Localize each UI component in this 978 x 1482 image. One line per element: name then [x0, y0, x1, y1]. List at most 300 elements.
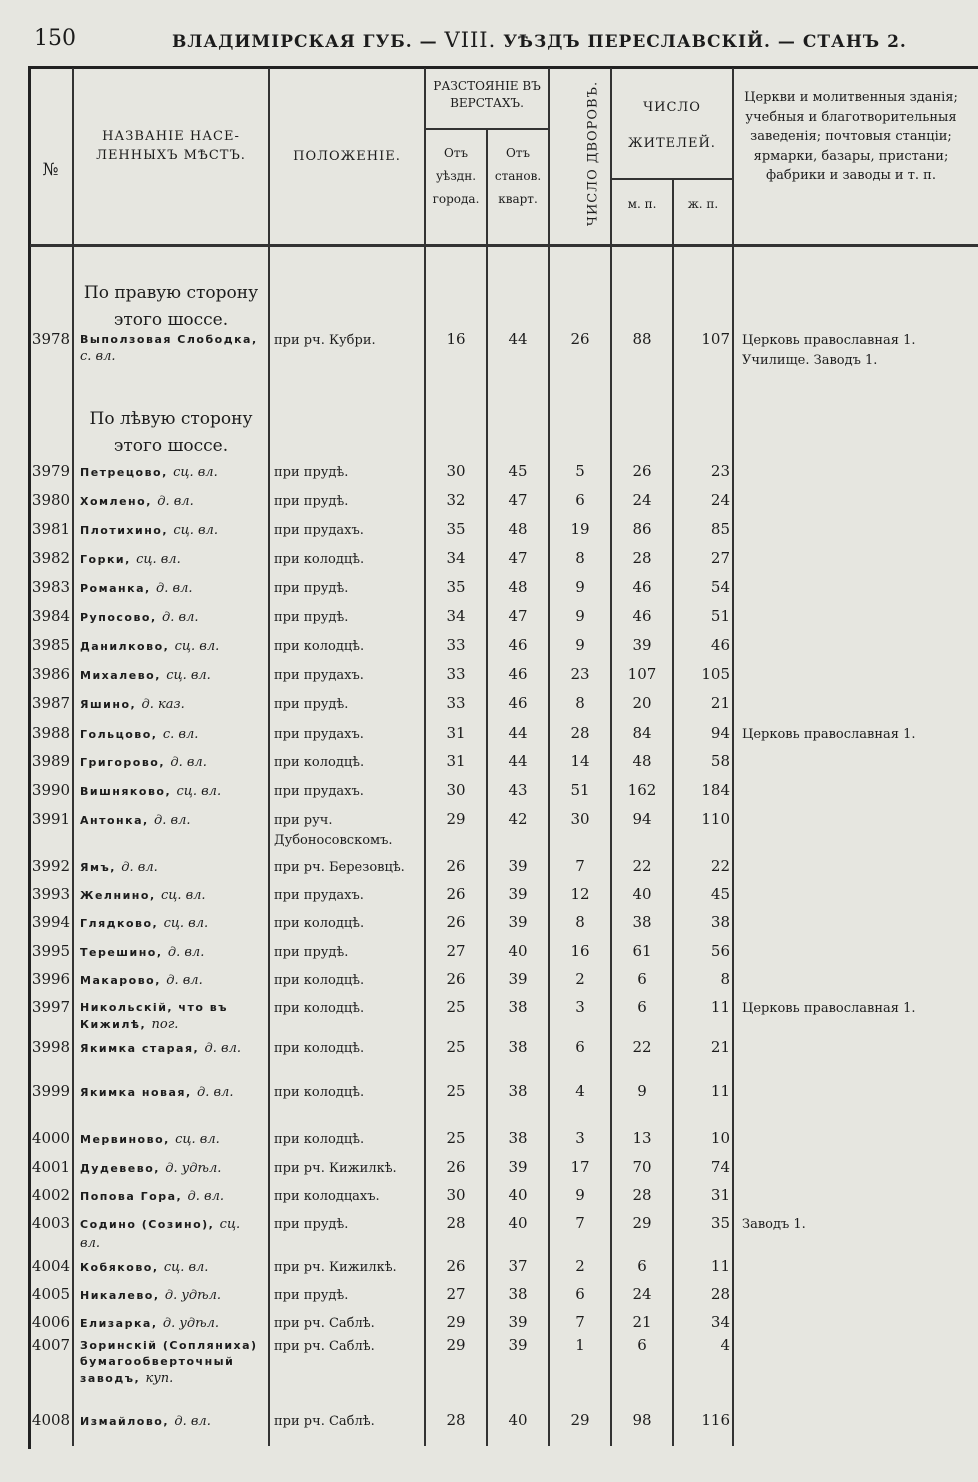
settlement-position: при рч. Кижилкѣ. [274, 1260, 397, 1275]
yards-count: 9 [575, 636, 585, 654]
row-number: 3985 [31, 636, 71, 654]
settlement-type: сц. вл. [173, 465, 218, 480]
row-number: 3992 [31, 857, 71, 875]
female-count: 11 [710, 1082, 730, 1100]
female-count: 4 [720, 1336, 730, 1354]
yards-count: 5 [575, 462, 585, 480]
col-no-header: № [42, 160, 60, 180]
settlement-position: при прудѣ. [274, 697, 349, 712]
distance-town: 29 [446, 810, 466, 828]
settlement-name [80, 1259, 264, 1278]
distance-stan: 37 [508, 1257, 528, 1275]
yards-count: 30 [570, 810, 590, 828]
yards-count: 2 [575, 970, 585, 988]
settlement-type: с. вл. [162, 727, 199, 742]
distance-town: 26 [446, 913, 466, 931]
female-count: 11 [710, 998, 730, 1016]
male-count: 39 [632, 636, 652, 654]
settlement-name-text: Якимка старая, [80, 1042, 205, 1055]
distance-town: 29 [446, 1313, 466, 1331]
yards-count: 9 [575, 578, 585, 596]
distance-town: 33 [446, 665, 466, 683]
col-female-header: ж. п. [687, 197, 719, 211]
distance-town: 31 [446, 724, 466, 742]
row-number: 3983 [31, 578, 71, 596]
settlement-position: при колодцѣ. [274, 1085, 365, 1100]
settlement-name [80, 1160, 264, 1179]
settlement-position: при рч. Саблѣ. [274, 1316, 375, 1331]
distance-town: 31 [446, 752, 466, 770]
male-count: 84 [632, 724, 652, 742]
distance-stan: 39 [508, 970, 528, 988]
settlement-name-text: Хомлено, [80, 495, 158, 508]
settlement-type: д. вл. [174, 1414, 211, 1429]
settlement-name-text: Вишняково, [80, 785, 177, 798]
settlement-position: при прудахъ. [274, 888, 364, 903]
female-count: 110 [701, 810, 730, 828]
settlement-type: д. вл. [204, 1041, 242, 1056]
settlement-name [80, 783, 264, 802]
settlement-name [80, 464, 264, 483]
distance-stan: 39 [508, 1313, 528, 1331]
settlement-name [80, 1413, 264, 1432]
distance-stan: 47 [508, 491, 528, 509]
settlement-name [80, 667, 264, 686]
settlement-name-text: Кобяково, [80, 1261, 164, 1274]
settlement-name [80, 944, 264, 963]
yards-count: 8 [575, 694, 585, 712]
male-count: 98 [632, 1411, 652, 1429]
row-number: 3993 [31, 885, 71, 903]
distance-stan: 40 [508, 1411, 528, 1429]
row-number: 3981 [31, 520, 71, 538]
settlement-name [80, 580, 264, 599]
settlement-name-text: Михалево, [80, 669, 167, 682]
settlement-name [80, 1040, 264, 1059]
settlement-position: при прудахъ. [274, 784, 364, 799]
female-count: 28 [710, 1285, 730, 1303]
settlement-name [80, 915, 264, 934]
col-yards-header: ЧИСЛО ДВОРОВЪ. [585, 80, 601, 227]
settlement-name-text: Попова Гора, [80, 1190, 188, 1203]
settlement-type: д. вл. [187, 1189, 224, 1204]
male-count: 40 [632, 885, 652, 903]
settlement-position: при прудахъ. [274, 727, 364, 742]
settlement-type: сц. вл. [160, 888, 206, 903]
female-count: 56 [710, 942, 730, 960]
settlement-name [80, 859, 264, 878]
distance-stan: 40 [508, 942, 528, 960]
settlement-type: пог. [151, 1016, 179, 1032]
settlement-name-text: Романка, [80, 582, 157, 595]
distance-town: 34 [446, 607, 466, 625]
settlement-type: сц. вл. [173, 523, 218, 538]
settlement-name [80, 1084, 264, 1103]
settlement-position: при прудѣ. [274, 610, 349, 625]
female-count: 51 [710, 607, 730, 625]
settlement-name [80, 493, 264, 512]
institutions-note: Заводъ 1. [742, 1217, 806, 1232]
distance-stan: 38 [508, 998, 528, 1016]
distance-stan: 48 [508, 520, 528, 538]
distance-stan: 38 [508, 1285, 528, 1303]
distance-stan: 44 [508, 330, 528, 348]
distance-stan: 40 [508, 1186, 528, 1204]
settlement-type: сц. вл. [136, 552, 181, 567]
row-number: 4008 [31, 1411, 71, 1429]
settlement-type: куп. [145, 1370, 174, 1386]
distance-stan: 44 [508, 724, 528, 742]
distance-town: 28 [446, 1411, 466, 1429]
settlement-position: при колодцѣ. [274, 1041, 365, 1056]
row-number: 3991 [31, 810, 71, 828]
settlement-type: сц. вл. [163, 1260, 209, 1275]
settlement-name-text: Рупосово, [80, 611, 162, 624]
settlement-name-text: Дудевево, [80, 1162, 166, 1175]
settlement-name-text: Желнино, [80, 889, 161, 902]
distance-town: 26 [446, 1257, 466, 1275]
female-count: 31 [710, 1186, 730, 1204]
male-count: 94 [632, 810, 652, 828]
settlement-type: сц. вл. [176, 784, 222, 799]
yards-count: 16 [570, 942, 590, 960]
female-count: 34 [710, 1313, 730, 1331]
settlement-position: при рч. Кубри. [274, 333, 376, 348]
title-district: УѢЗДЪ ПЕРЕСЛАВСКІЙ. — СТАНЪ 2. [503, 32, 907, 52]
female-count: 24 [710, 491, 730, 509]
female-count: 21 [710, 694, 730, 712]
yards-count: 6 [575, 491, 585, 509]
row-number: 3986 [31, 665, 71, 683]
settlement-name-text: Якимка новая, [80, 1086, 197, 1099]
col-dist-stan-header: Отъ станов. кварт. [494, 146, 542, 206]
yards-count: 4 [575, 1082, 585, 1100]
distance-town: 25 [446, 1038, 466, 1056]
section-right-side: По правую сторону этого шоссе. [83, 283, 259, 331]
yards-count: 1 [575, 1336, 585, 1354]
male-count: 38 [632, 913, 652, 931]
distance-town: 34 [446, 549, 466, 567]
distance-stan: 46 [508, 694, 528, 712]
male-count: 6 [637, 998, 647, 1016]
settlement-name [80, 1315, 264, 1334]
female-count: 46 [710, 636, 730, 654]
yards-count: 28 [570, 724, 590, 742]
female-count: 38 [710, 913, 730, 931]
settlement-position: при колодцѣ. [274, 916, 365, 931]
distance-stan: 38 [508, 1129, 528, 1147]
settlement-name [80, 1000, 264, 1035]
distance-town: 35 [446, 578, 466, 596]
settlement-position: при рч. Саблѣ. [274, 1339, 375, 1354]
settlement-type: д. вл. [121, 860, 158, 875]
distance-stan: 38 [508, 1038, 528, 1056]
yards-count: 9 [575, 1186, 585, 1204]
female-count: 74 [710, 1158, 730, 1176]
male-count: 20 [632, 694, 652, 712]
row-number: 3995 [31, 942, 71, 960]
female-count: 35 [710, 1214, 730, 1232]
row-number: 4000 [31, 1129, 71, 1147]
distance-town: 32 [446, 491, 466, 509]
settlement-position: при колодцѣ. [274, 1001, 365, 1016]
settlement-name-text: Зоринскій (Сопляниха) бумагообверточный заводъ, [80, 1339, 258, 1385]
male-count: 24 [632, 491, 652, 509]
distance-town: 28 [446, 1214, 466, 1232]
distance-stan: 38 [508, 1082, 528, 1100]
female-count: 8 [720, 970, 730, 988]
settlement-name-text: Петрецово, [80, 466, 174, 479]
male-count: 6 [637, 970, 647, 988]
male-count: 29 [632, 1214, 652, 1232]
distance-stan: 40 [508, 1214, 528, 1232]
distance-town: 30 [446, 462, 466, 480]
col-position-header: ПОЛОЖЕНІЕ. [293, 149, 401, 164]
settlement-name [80, 887, 264, 906]
distance-town: 35 [446, 520, 466, 538]
female-count: 85 [710, 520, 730, 538]
distance-town: 30 [446, 781, 466, 799]
yards-count: 7 [575, 857, 585, 875]
distance-town: 29 [446, 1336, 466, 1354]
settlement-type: д. вл. [166, 973, 203, 988]
settlement-name-text: Терешино, [80, 946, 168, 959]
male-count: 61 [632, 942, 652, 960]
row-number: 4004 [31, 1257, 71, 1275]
female-count: 22 [710, 857, 730, 875]
row-number: 3984 [31, 607, 71, 625]
settlement-name-text: Глядково, [80, 917, 164, 930]
distance-stan: 39 [508, 885, 528, 903]
settlement-name-text: Горки, [80, 553, 137, 566]
settlement-name [80, 1287, 264, 1306]
settlement-name [80, 1338, 264, 1389]
settlement-name [80, 972, 264, 991]
distance-town: 26 [446, 885, 466, 903]
female-count: 21 [710, 1038, 730, 1056]
section-left-side: По лѣвую сторону этого шоссе. [89, 409, 253, 457]
settlement-name-text: Макарово, [80, 974, 167, 987]
col-dist-town-header: Отъ уѣздн. города. [432, 146, 480, 206]
settlement-name-text: Никалево, [80, 1289, 165, 1302]
settlement-type: сц. вл. [80, 1217, 241, 1251]
settlement-name-text: Ямъ, [80, 861, 122, 874]
distance-stan: 47 [508, 549, 528, 567]
distance-stan: 44 [508, 752, 528, 770]
settlement-name [80, 638, 264, 657]
distance-town: 33 [446, 694, 466, 712]
settlement-position: при прудѣ. [274, 1217, 349, 1232]
distance-town: 25 [446, 998, 466, 1016]
settlement-position: при руч. Дубоносовскомъ. [274, 813, 393, 849]
settlement-position: при прудѣ. [274, 494, 349, 509]
settlement-name [80, 1131, 264, 1150]
settlement-position: при рч. Кижилкѣ. [274, 1161, 397, 1176]
settlement-position: при прудахъ. [274, 668, 364, 683]
running-header [0, 18, 978, 58]
distance-stan: 42 [508, 810, 528, 828]
settlement-position: при колодцахъ. [274, 1189, 380, 1204]
title-roman: VIII. [444, 28, 497, 52]
row-number: 3982 [31, 549, 71, 567]
col-name-header: НАЗВАНІЕ НАСЕ-ЛЕННЫХЪ МѢСТЪ. [96, 129, 246, 163]
settlement-type: д. вл. [156, 581, 193, 596]
distance-stan: 39 [508, 1336, 528, 1354]
row-number: 4006 [31, 1313, 71, 1331]
settlement-name-text: Гольцово, [80, 728, 163, 741]
institutions-note: Церковь православная 1. [742, 727, 916, 742]
distance-town: 26 [446, 857, 466, 875]
settlement-name [80, 696, 264, 715]
settlement-name-text: Григорово, [80, 756, 171, 769]
distance-town: 30 [446, 1186, 466, 1204]
settlement-type: сц. вл. [174, 639, 220, 654]
yards-count: 6 [575, 1038, 585, 1056]
male-count: 46 [632, 607, 652, 625]
distance-stan: 46 [508, 665, 528, 683]
settlement-position: при прудѣ. [274, 581, 349, 596]
settlement-type: д. удѣл. [165, 1161, 222, 1176]
settlement-name-text: Данилково, [80, 640, 175, 653]
row-number: 4003 [31, 1214, 71, 1232]
distance-stan: 45 [508, 462, 528, 480]
settlement-name-text: Мервиново, [80, 1133, 176, 1146]
settlement-type: д. удѣл. [164, 1288, 222, 1303]
yards-count: 29 [570, 1411, 590, 1429]
settlement-name-text: Выползовая Слободка, [80, 333, 258, 346]
yards-count: 12 [570, 885, 590, 903]
col-distance-header: РАЗСТОЯНІЕ ВЪ ВЕРСТАХЪ. [433, 79, 541, 111]
row-number: 3987 [31, 694, 71, 712]
male-count: 24 [632, 1285, 652, 1303]
col-male-header: м. п. [627, 197, 657, 211]
settlement-type: д. вл. [167, 945, 205, 960]
male-count: 46 [632, 578, 652, 596]
male-count: 22 [632, 1038, 652, 1056]
settlement-position: при прудѣ. [274, 1288, 349, 1303]
settlement-type: д. каз. [141, 697, 185, 712]
yards-count: 23 [570, 665, 590, 683]
distance-town: 25 [446, 1129, 466, 1147]
settlement-position: при рч. Березовцѣ. [274, 860, 405, 875]
settlement-name-text: Никольскій, что въ Кижилѣ, [80, 1001, 228, 1031]
distance-town: 16 [446, 330, 466, 348]
yards-count: 9 [575, 607, 585, 625]
distance-stan: 47 [508, 607, 528, 625]
settlement-type: д. вл. [162, 610, 199, 625]
female-count: 45 [710, 885, 730, 903]
male-count: 88 [632, 330, 652, 348]
settlement-position: при прудахъ. [274, 523, 364, 538]
settlement-position: при рч. Саблѣ. [274, 1414, 375, 1429]
female-count: 11 [710, 1257, 730, 1275]
settlement-type: д. вл. [196, 1085, 234, 1100]
settlement-name [80, 1188, 264, 1207]
female-count: 10 [710, 1129, 730, 1147]
row-number: 3979 [31, 462, 71, 480]
settlement-name-text: Содино (Созино), [80, 1218, 220, 1231]
settlement-name-text: Яшино, [80, 698, 142, 711]
yards-count: 7 [575, 1214, 585, 1232]
row-number: 3978 [31, 330, 71, 348]
settlement-type: д. вл. [157, 494, 194, 509]
yards-count: 3 [575, 1129, 585, 1147]
male-count: 86 [632, 520, 652, 538]
female-count: 94 [710, 724, 730, 742]
yards-count: 14 [570, 752, 590, 770]
yards-count: 51 [570, 781, 590, 799]
row-number: 3996 [31, 970, 71, 988]
settlement-name [80, 609, 264, 628]
settlement-type: д. вл. [170, 755, 207, 770]
yards-count: 8 [575, 549, 585, 567]
yards-count: 7 [575, 1313, 585, 1331]
male-count: 13 [632, 1129, 652, 1147]
female-count: 107 [701, 330, 730, 348]
distance-town: 26 [446, 1158, 466, 1176]
settlement-name [80, 551, 264, 570]
distance-stan: 39 [508, 1158, 528, 1176]
male-count: 48 [632, 752, 652, 770]
yards-count: 26 [570, 330, 590, 348]
distance-stan: 48 [508, 578, 528, 596]
female-count: 23 [710, 462, 730, 480]
male-count: 28 [632, 549, 652, 567]
settlement-name [80, 726, 264, 745]
settlement-position: при колодцѣ. [274, 639, 365, 654]
page-title [172, 28, 907, 52]
male-count: 6 [637, 1257, 647, 1275]
yards-count: 2 [575, 1257, 585, 1275]
settlement-name-text: Плотихино, [80, 524, 174, 537]
settlement-name [80, 1216, 264, 1254]
row-number: 3980 [31, 491, 71, 509]
yards-count: 8 [575, 913, 585, 931]
male-count: 26 [632, 462, 652, 480]
distance-town: 27 [446, 942, 466, 960]
settlement-position: при колодцѣ. [274, 973, 365, 988]
distance-stan: 46 [508, 636, 528, 654]
male-count: 28 [632, 1186, 652, 1204]
row-number: 4001 [31, 1158, 71, 1176]
page-number: 150 [34, 26, 76, 51]
distance-town: 27 [446, 1285, 466, 1303]
settlement-name [80, 522, 264, 541]
distance-town: 25 [446, 1082, 466, 1100]
settlement-type: сц. вл. [166, 668, 211, 683]
male-count: 21 [632, 1313, 652, 1331]
male-count: 162 [627, 781, 657, 799]
female-count: 54 [710, 578, 730, 596]
settlement-position: при колодцѣ. [274, 755, 365, 770]
row-number: 3997 [31, 998, 71, 1016]
distance-town: 26 [446, 970, 466, 988]
distance-stan: 43 [508, 781, 528, 799]
settlement-type: сц. вл. [175, 1132, 220, 1147]
female-count: 105 [701, 665, 730, 683]
yards-count: 3 [575, 998, 585, 1016]
male-count: 70 [632, 1158, 652, 1176]
male-count: 22 [632, 857, 652, 875]
female-count: 184 [701, 781, 730, 799]
female-count: 58 [710, 752, 730, 770]
settlement-position: при колодцѣ. [274, 1132, 365, 1147]
col-inhabitants-header: ЧИСЛО ЖИТЕЛЕЙ. [628, 100, 716, 152]
row-number: 3990 [31, 781, 71, 799]
row-number: 3998 [31, 1038, 71, 1056]
row-number: 3989 [31, 752, 71, 770]
settlement-type: с. вл. [80, 348, 116, 364]
